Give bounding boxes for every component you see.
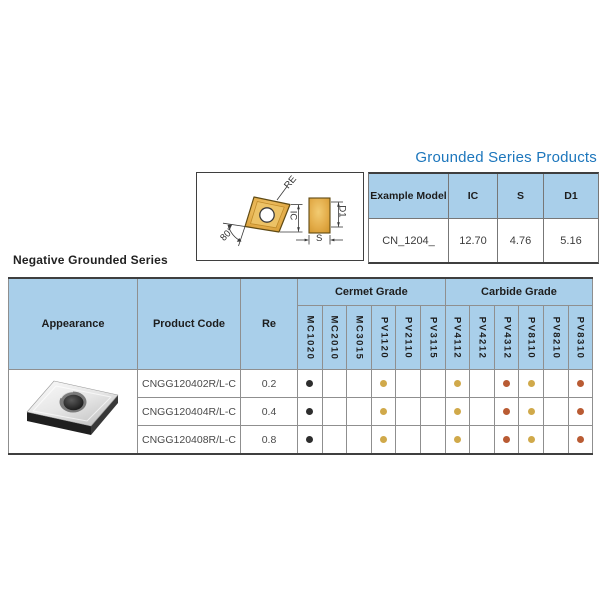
grade-column-header [396,306,421,370]
grade-dot-cell [322,370,347,398]
availability-dot [503,408,510,415]
product-code-cell: CNGG120404R/L-C [138,398,241,426]
availability-dot [380,408,387,415]
corner-angle-label: 80° [218,225,237,244]
grade-column-header [445,306,470,370]
side-view-drawing [309,198,330,233]
grade-dot-cell [568,370,593,398]
ic-value: 12.70 [448,219,497,262]
grade-dot-cell [396,426,421,455]
ic-label: IC [287,210,299,221]
grade-dot-cell [298,398,323,426]
grade-dot-cell [544,398,569,426]
grade-dot-cell [396,370,421,398]
grade-dot-cell [568,426,593,455]
d1-header: D1 [543,174,598,219]
grade-dot-cell [298,426,323,455]
carbide-grade-header: Carbide Grade [445,278,593,306]
availability-dot [380,380,387,387]
grade-name: PV8210 [550,316,562,359]
grade-dot-cell [519,398,544,426]
availability-dot [454,408,461,415]
re-value-cell: 0.2 [241,370,298,398]
availability-dot [454,380,461,387]
grade-name: PV3115 [427,316,439,359]
re-value-cell: 0.8 [241,426,298,455]
grade-dot-cell [445,398,470,426]
product-code-cell: CNGG120402R/L-C [138,370,241,398]
grade-column-header [371,306,396,370]
grade-dot-cell [396,398,421,426]
grade-column-header [544,306,569,370]
grade-dot-cell [568,398,593,426]
example-model-table [368,172,599,264]
grade-dot-cell [371,426,396,455]
grade-name: PV4212 [476,316,488,359]
availability-dot [528,436,535,443]
grade-dot-cell [298,370,323,398]
grade-column-header [470,306,495,370]
availability-dot [503,436,510,443]
grade-column-header [519,306,544,370]
availability-dot [528,380,535,387]
d1-label: D1 [336,205,348,218]
availability-dot [577,408,584,415]
front-view-drawing [245,197,290,232]
grade-name: PV4312 [501,316,513,359]
grade-dot-cell [494,398,519,426]
grade-column-header [420,306,445,370]
appearance-header: Appearance [9,278,138,370]
page-title: Grounded Series Products [415,149,597,166]
availability-dot [503,380,510,387]
grade-dot-cell [494,426,519,455]
grade-dot-cell [347,398,372,426]
cermet-grade-header: Cermet Grade [298,278,446,306]
insert-photo-cell [9,370,138,455]
grades-table [8,277,593,455]
grade-dot-cell [445,426,470,455]
grade-name: PV2110 [402,316,414,359]
center-hole [260,208,274,222]
availability-dot [528,408,535,415]
grade-column-header [568,306,593,370]
grade-column-header [347,306,372,370]
availability-dot [306,380,313,387]
grade-name: PV4112 [451,316,463,359]
grade-name: PV8110 [525,316,537,359]
grade-dot-cell [519,426,544,455]
example-model-header: Example Model [369,174,448,219]
re-value-cell: 0.4 [241,398,298,426]
availability-dot [454,436,461,443]
re-leader-line [277,187,287,201]
grade-dot-cell [420,370,445,398]
grade-column-header [322,306,347,370]
re-label: RE [282,173,300,192]
example-model-value: CN_1204_ [382,234,435,247]
grade-column-header [494,306,519,370]
availability-dot [380,436,387,443]
availability-dot [577,436,584,443]
grade-dot-cell [371,398,396,426]
product-code-cell: CNGG120408R/L-C [138,426,241,455]
grade-name: MC1020 [304,315,316,360]
grade-dot-cell [494,370,519,398]
grade-dot-cell [347,370,372,398]
d1-value: 5.16 [543,219,598,262]
grade-name: PV8310 [574,316,586,359]
grade-dot-cell [445,370,470,398]
grade-name: MC2010 [328,315,340,360]
s-label: S [316,233,323,244]
insert-photo [21,376,125,442]
grade-dot-cell [470,370,495,398]
s-value: 4.76 [497,219,543,262]
section-heading: Negative Grounded Series [13,253,168,267]
grade-dot-cell [420,426,445,455]
grade-dot-cell [470,398,495,426]
grade-name: MC3015 [353,315,365,360]
availability-dot [306,436,313,443]
availability-dot [306,408,313,415]
insert-diagram [196,172,364,261]
grade-dot-cell [544,370,569,398]
s-header: S [497,174,543,219]
availability-dot [577,380,584,387]
grade-dot-cell [420,398,445,426]
grade-dot-cell [470,426,495,455]
grade-dot-cell [371,370,396,398]
grade-dot-cell [544,426,569,455]
grade-dot-cell [322,426,347,455]
grade-dot-cell [519,370,544,398]
grade-dot-cell [347,426,372,455]
product-code-header: Product Code [138,278,241,370]
grade-dot-cell [322,398,347,426]
grade-name: PV1120 [378,316,390,359]
re-header: Re [241,278,298,370]
ic-header: IC [448,174,497,219]
grade-column-header [298,306,323,370]
